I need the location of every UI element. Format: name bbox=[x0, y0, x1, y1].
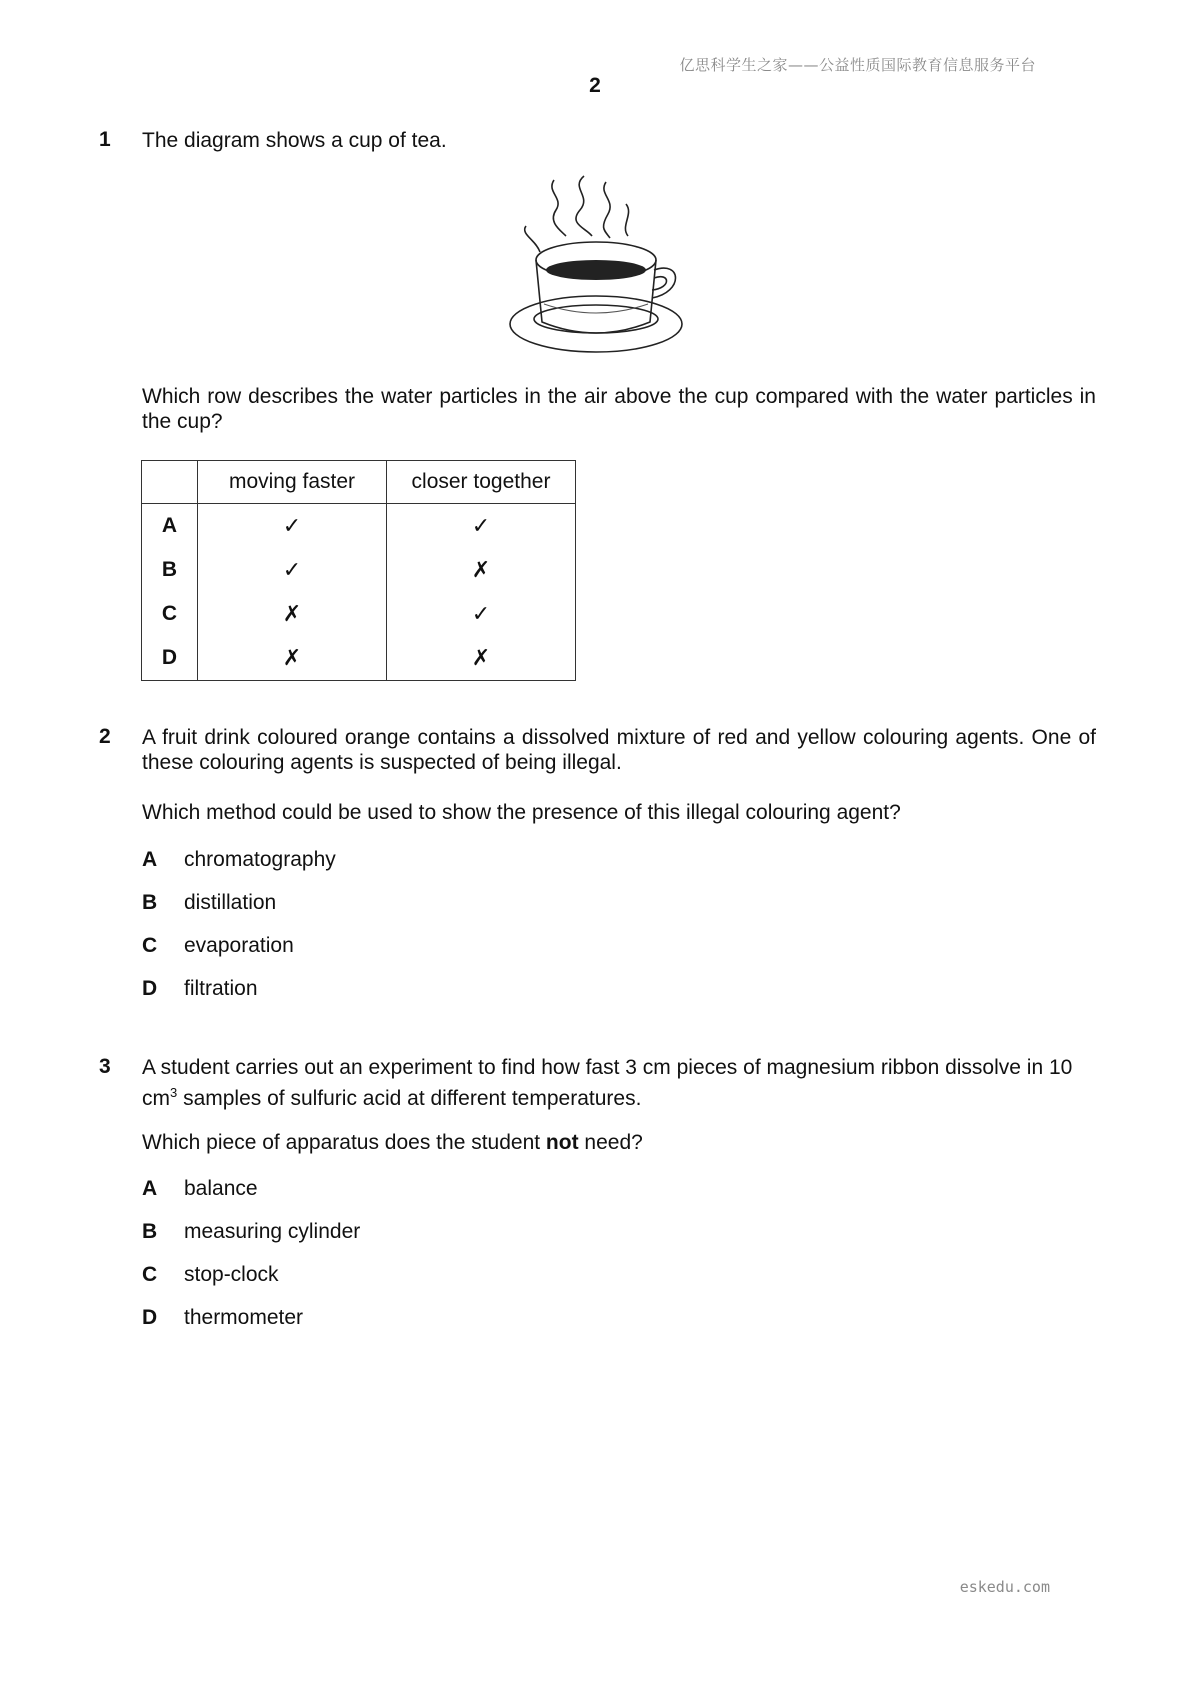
question-part-2: need? bbox=[578, 1131, 643, 1154]
option-letter: C bbox=[142, 1263, 158, 1286]
question-3-option bbox=[142, 1177, 258, 1201]
question-1-intro: The diagram shows a cup of tea. bbox=[142, 129, 447, 152]
row-label: C bbox=[142, 592, 198, 636]
question-2-question: Which method could be used to show the presence of this illegal colouring agent? bbox=[142, 801, 901, 824]
table-header-row bbox=[142, 461, 576, 504]
question-3-option bbox=[142, 1220, 360, 1244]
option-letter: D bbox=[142, 1306, 158, 1329]
header-watermark: 亿思科学生之家——公益性质国际教育信息服务平台 bbox=[679, 56, 1036, 74]
option-text: evaporation bbox=[184, 934, 294, 957]
question-2-option bbox=[142, 977, 258, 1001]
question-3-number: 3 bbox=[99, 1055, 111, 1078]
option-letter: B bbox=[142, 1220, 158, 1243]
question-3-option bbox=[142, 1306, 303, 1330]
question-bold: not bbox=[545, 1131, 579, 1154]
moving-faster-mark: ✗ bbox=[198, 592, 387, 636]
question-part-1: Which piece of apparatus does the student bbox=[142, 1131, 546, 1154]
row-label: D bbox=[142, 636, 198, 681]
question-3-stem bbox=[142, 1055, 1096, 1111]
closer-together-mark: ✗ bbox=[387, 636, 576, 681]
question-3-question bbox=[142, 1130, 1096, 1155]
moving-faster-mark: ✓ bbox=[198, 548, 387, 592]
option-letter: A bbox=[142, 848, 158, 871]
option-letter: C bbox=[142, 934, 158, 957]
table-row bbox=[142, 636, 576, 681]
question-2-number: 2 bbox=[99, 725, 111, 748]
option-text: chromatography bbox=[184, 848, 336, 871]
option-text: distillation bbox=[184, 891, 277, 914]
option-text: thermometer bbox=[184, 1306, 304, 1329]
question-2-option bbox=[142, 934, 294, 958]
table-row bbox=[142, 504, 576, 549]
cup-of-tea-diagram bbox=[506, 174, 686, 364]
question-2-option bbox=[142, 848, 336, 872]
question-2-option bbox=[142, 891, 276, 915]
closer-together-mark: ✗ bbox=[387, 548, 576, 592]
option-letter: A bbox=[142, 1177, 158, 1200]
table-header-blank bbox=[142, 461, 198, 504]
table-row bbox=[142, 592, 576, 636]
table-header-closer-together: closer together bbox=[387, 461, 576, 504]
question-3-option bbox=[142, 1263, 279, 1287]
stem-superscript: 3 bbox=[170, 1085, 178, 1100]
row-label: B bbox=[142, 548, 198, 592]
option-letter: B bbox=[142, 891, 158, 914]
question-2-stem: A fruit drink coloured orange contains a dissolved mixture of red and yellow colouring agents. One of these colouring agents is suspected of being illegal. bbox=[142, 726, 1096, 774]
option-letter: D bbox=[142, 977, 158, 1000]
question-1-number: 1 bbox=[99, 128, 111, 151]
row-label: A bbox=[142, 504, 198, 549]
option-text: filtration bbox=[184, 977, 258, 1000]
stem-part-1: A student carries out an experiment to find how fast 3 cm pieces of magnesium ribbon dissolve in 10 cm bbox=[142, 1056, 1073, 1110]
question-1-table bbox=[141, 460, 576, 681]
stem-part-2: samples of sulfuric acid at different temperatures. bbox=[177, 1087, 642, 1110]
moving-faster-mark: ✓ bbox=[198, 504, 387, 549]
table-row bbox=[142, 548, 576, 592]
moving-faster-mark: ✗ bbox=[198, 636, 387, 681]
page-number: 2 bbox=[589, 74, 601, 97]
question-1-question: Which row describes the water particles in the air above the cup compared with the water particles in the cup? bbox=[142, 385, 1096, 433]
option-text: measuring cylinder bbox=[184, 1220, 361, 1243]
option-text: balance bbox=[184, 1177, 258, 1200]
closer-together-mark: ✓ bbox=[387, 592, 576, 636]
option-text: stop-clock bbox=[184, 1263, 279, 1286]
closer-together-mark: ✓ bbox=[387, 504, 576, 549]
footer-watermark: eskedu.com bbox=[959, 1578, 1050, 1596]
table-header-moving-faster: moving faster bbox=[198, 461, 387, 504]
